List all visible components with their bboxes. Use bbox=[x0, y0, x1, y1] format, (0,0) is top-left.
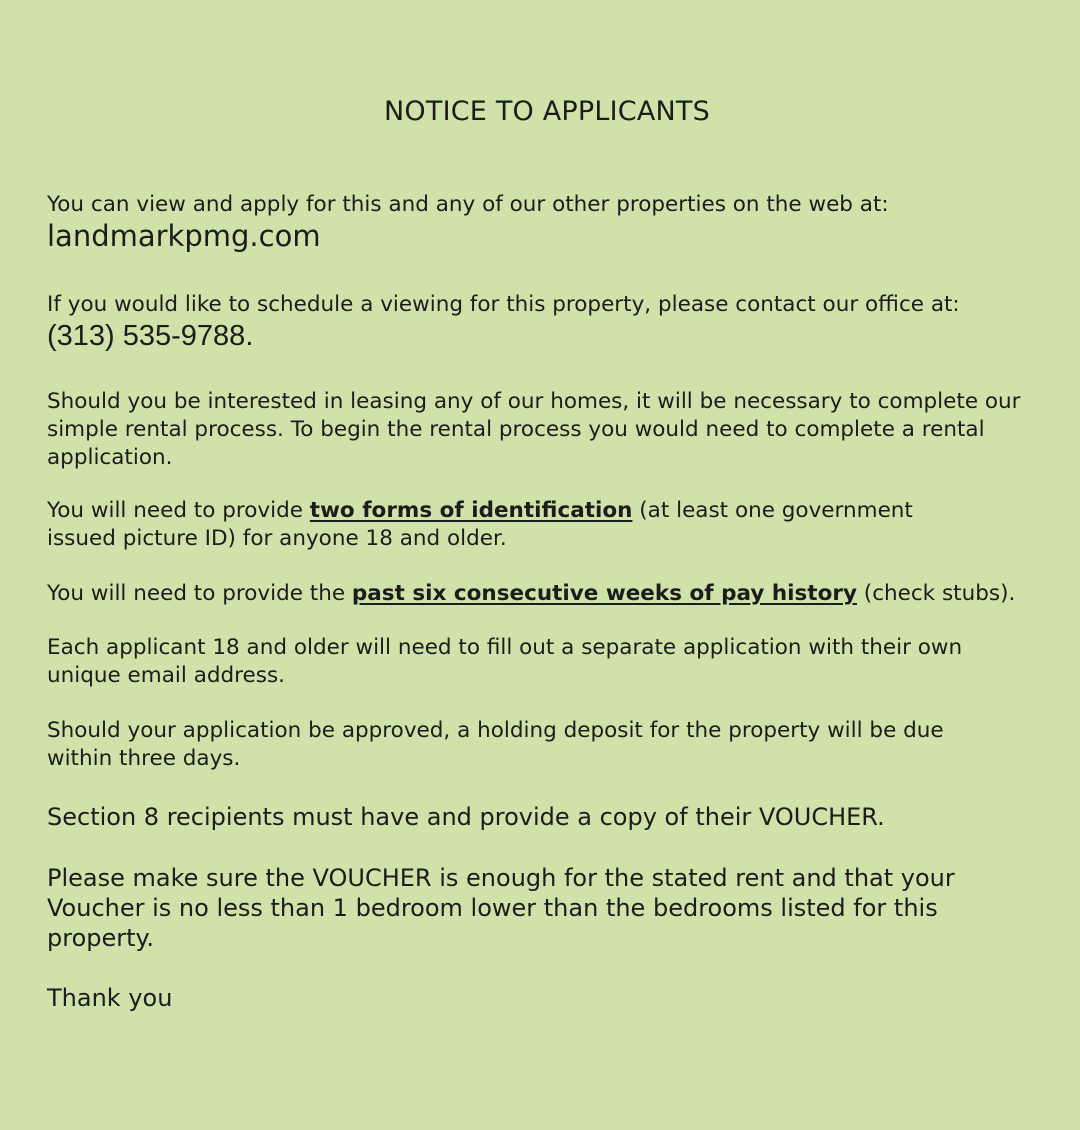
website-link[interactable]: landmarkpmg.com bbox=[47, 219, 321, 253]
identification-paragraph bbox=[47, 497, 987, 553]
web-intro: You can view and apply for this and any of our other properties on the web at: bbox=[47, 192, 889, 217]
leasing-paragraph: Should you be interested in leasing any of our homes, it will be necessary to complete our simple rental process. To begin the rental process you would need to complete a rental application. bbox=[47, 389, 1021, 470]
pay-text-post: (check stubs). bbox=[856, 581, 1016, 606]
id-text-pre: You will need to provide bbox=[47, 498, 310, 523]
phone-number[interactable]: (313) 535-9788. bbox=[47, 320, 254, 352]
viewing-paragraph bbox=[47, 291, 1057, 353]
pay-history-link[interactable]: past six consecutive weeks of pay history bbox=[351, 581, 857, 606]
web-paragraph bbox=[47, 191, 1057, 253]
identification-link[interactable]: two forms of identification bbox=[309, 498, 633, 523]
each-applicant-paragraph: Each applicant 18 and older will need to fill out a separate application with their own unique email address. bbox=[47, 635, 963, 688]
voucher-paragraph: Please make sure the VOUCHER is enough for the stated rent and that your Voucher is no less than 1 bedroom lower than the bedrooms listed for this property. bbox=[47, 864, 955, 952]
viewing-intro: If you would like to schedule a viewing for this property, please contact our office at: bbox=[47, 292, 960, 317]
pay-text-pre: You will need to provide the bbox=[47, 581, 352, 606]
thank-you: Thank you bbox=[47, 984, 173, 1012]
pay-history-paragraph bbox=[47, 580, 1057, 608]
notice-title: NOTICE TO APPLICANTS bbox=[384, 96, 710, 127]
deposit-paragraph: Should your application be approved, a holding deposit for the property will be due within three days. bbox=[47, 718, 944, 771]
section8-paragraph: Section 8 recipients must have and provide a copy of their VOUCHER. bbox=[47, 803, 885, 831]
id-text-post: (at least one government issued picture ID) for anyone 18 and older. bbox=[47, 498, 913, 551]
